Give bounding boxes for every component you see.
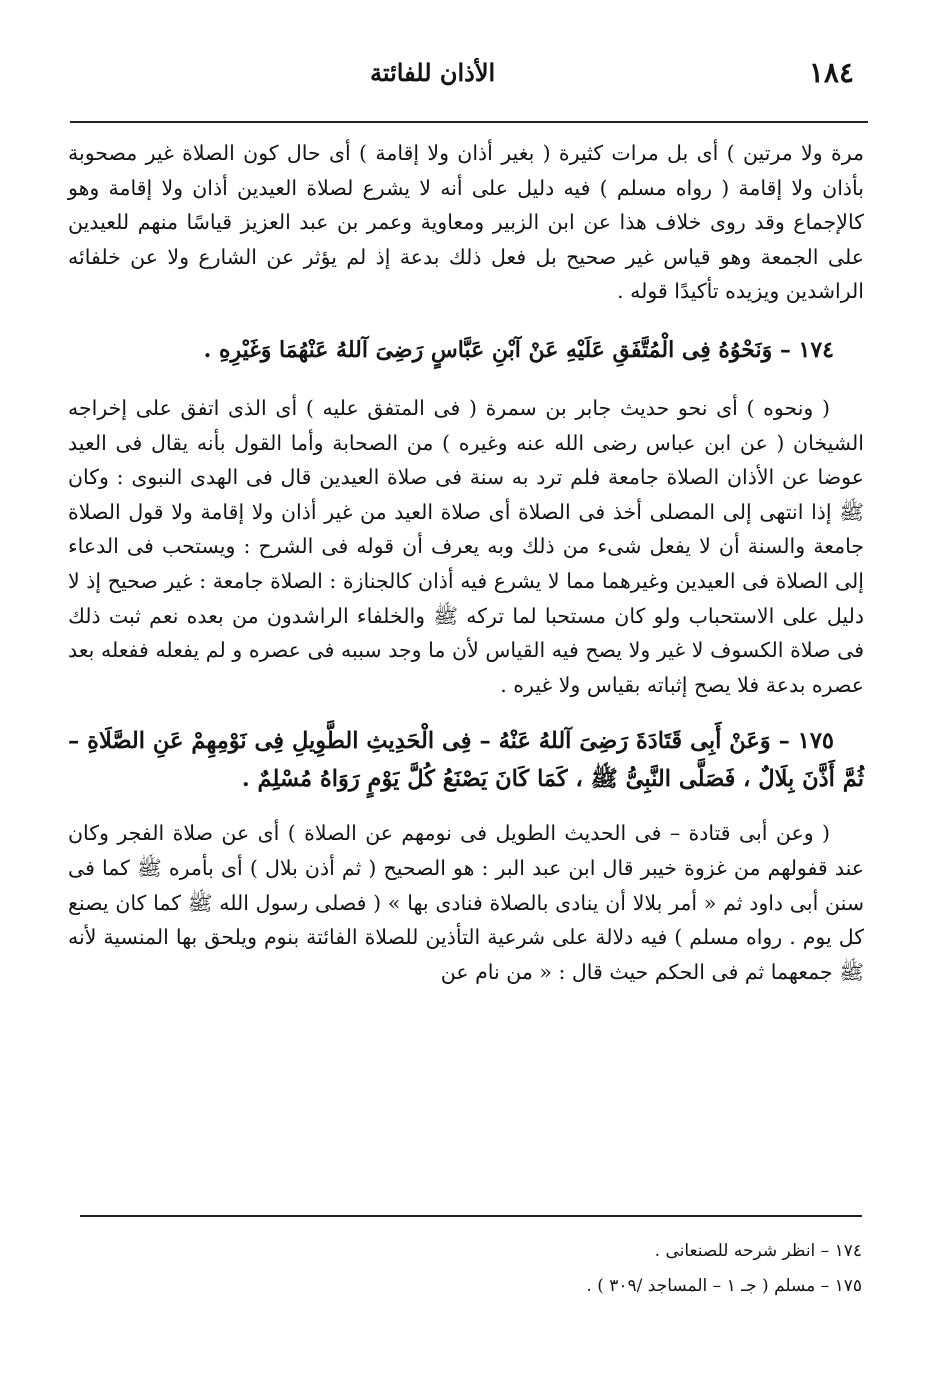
footnote-174: ١٧٤ – انظر شرحه للصنعانى . bbox=[654, 1241, 862, 1261]
page-body bbox=[68, 136, 864, 989]
hadith-174: ١٧٤ – وَنَحْوُهُ فِى الْمُتَّفَقِ عَلَيْهِ عَنْ آبْنِ عَبَّاسٍ رَضِىَ آللهُ عَنْهُمَا وَغَيْرِهِ . bbox=[203, 336, 834, 363]
footnote-divider bbox=[80, 1215, 862, 1217]
header-divider bbox=[70, 121, 868, 123]
footnotes bbox=[80, 1234, 862, 1304]
hadith-175: ١٧٥ – وَعَنْ أَبِى قَتَادَةَ رَضِىَ آللهُ عَنْهُ – فِى الْحَدِيثِ الطَّوِيلِ فِى نَوْمِهِمْ عَنِ الصَّلَاةِ – ثُمَّ أَذَّنَ بِلَالٌ ، فَصَلَّى النَّبِىُّ ﷺ ، كَمَا كَانَ يَصْنَعُ كُلَّ يَوْمٍ رَوَاهُ مُسْلِمٌ . bbox=[68, 728, 864, 793]
page-number: ١٨٤ bbox=[808, 56, 854, 89]
running-header bbox=[80, 52, 862, 102]
commentary-paragraph-2: ( ونحوه ) أى نحو حديث جابر بن سمرة ( فى المتفق عليه ) أى الذى اتفق على إخراجه الشيخان ( عن ابن عباس رضى الله عنه وغيره ) من الصحابة وأما القول بأنه يقال فى العيد عوضا عن الأذان الصلاة جامعة فلم ترد به سنة فى صلاة العيدين قال فى الهدى النبوى : وكان ﷺ إذا انتهى إلى المصلى أخذ فى الصلاة أى صلاة العيد من غير أذان ولا إقامة ولا قول الصلاة جامعة والسنة أن لا يفعل شىء من ذلك وبه يعرف أن قوله فى الشرح : ويستحب فى الدعاء إلى الصلاة فى العيدين وغيرهما مما لا يشرع فيه أذان كالجنازة : الصلاة جامعة : غير صحيح إذ لا دليل على الاستحباب ولو كان مستحبا لما تركه ﷺ والخلفاء الراشدون من بعده نعم ثبت ذلك فى صلاة الكسوف لا غير ولا يصح فيه القياس لأن ما وجد سببه فى عصره و لم يفعله ففعله بعد عصره بدعة فلا يصح إثباته بقياس ولا غيره . bbox=[68, 395, 864, 697]
commentary-paragraph-3: ( وعن أبى قتادة – فى الحديث الطويل فى نومهم عن الصلاة ) أى عن صلاة الفجر وكان عند قفولهم من غزوة خيبر قال ابن عبد البر : هو الصحيح ( ثم أذن بلال ) أى بأمره ﷺ كما فى سنن أبى داود ثم « أمر بلالا أن ينادى بالصلاة فنادى بها » ( فصلى رسول الله ﷺ كما كان يصنع كل يوم . رواه مسلم ) فيه دلالة على شرعية التأذين للصلاة الفائتة بنوم ويلحق بها المنسية لأنه ﷺ جمعهما ثم فى الحكم حيث قال : « من نام عن bbox=[68, 821, 864, 984]
footnote-175: ١٧٥ – مسلم ( جـ ١ – المساجد /٣٠٩ ) . bbox=[586, 1276, 862, 1296]
commentary-paragraph-1: مرة ولا مرتين ) أى بل مرات كثيرة ( بغير أذان ولا إقامة ) أى حال كون الصلاة غير مصحوبة بأذان ولا إقامة ( رواه مسلم ) فيه دليل على أنه لا يشرع لصلاة العيدين أذان ولا إقامة وهو كالإجماع وقد روى خلاف هذا عن ابن الزبير ومعاوية وعمر بن عبد العزيز قياسًا منهم للعيدين على الجمعة وهو قياس غير صحيح بل فعل ذلك بدعة إذ لم يؤثر عن الشارع ولا عن خلفائه الراشدين ويزيده تأكيدًا قوله . bbox=[68, 141, 864, 304]
chapter-title: الأذان للفائتة bbox=[370, 58, 496, 87]
